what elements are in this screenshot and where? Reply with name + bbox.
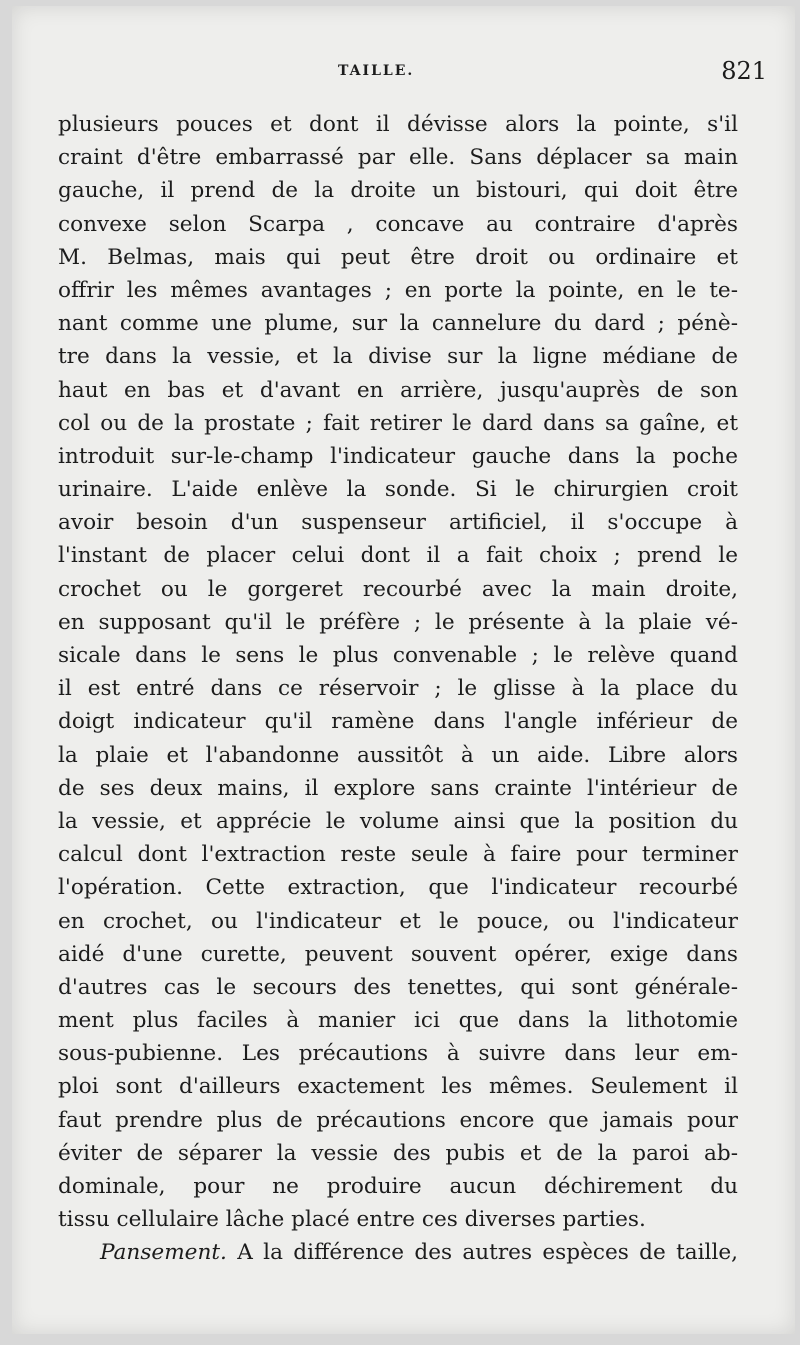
text-line: urinaire. L'aide enlève la sonde. Si le chirurgien croit bbox=[58, 477, 738, 503]
text-line: col ou de la prostate ; fait retirer le dard dans sa gaîne, et bbox=[58, 410, 738, 436]
text-line: éviter de séparer la vessie des pubis et de la paroi ab- bbox=[58, 1140, 738, 1166]
paragraph-start-line bbox=[58, 1236, 738, 1269]
text-line: plusieurs pouces et dont il dévisse alors la pointe, s'il bbox=[58, 112, 738, 137]
text-line: calcul dont l'extraction reste seule à faire pour terminer bbox=[58, 842, 738, 868]
text-line: sicale dans le sens le plus convenable ; le relève quand bbox=[58, 643, 738, 668]
text-line: l'instant de placer celui dont il a fait choix ; prend le bbox=[58, 543, 738, 569]
text-line: gauche, il prend de la droite un bistouri, qui doit être bbox=[58, 178, 738, 204]
running-title: TAILLE. bbox=[338, 63, 415, 79]
text-line: l'opération. Cette extraction, que l'indicateur recourbé bbox=[58, 875, 738, 901]
text-line: M. Belmas, mais qui peut être droit ou ordinaire et bbox=[58, 244, 738, 270]
text-line: ploi sont d'ailleurs exactement les mêmes. Seulement il bbox=[58, 1074, 738, 1100]
section-label: Pansement. bbox=[100, 1240, 227, 1266]
text-line: convexe selon Scarpa , concave au contraire d'après bbox=[58, 211, 738, 237]
page-number: 821 bbox=[721, 57, 767, 85]
text-line: dominale, pour ne produire aucun déchirement du bbox=[58, 1174, 738, 1199]
text-line: doigt indicateur qu'il ramène dans l'angle inférieur de bbox=[58, 709, 738, 735]
text-line: introduit sur-le-champ l'indicateur gauche dans la poche bbox=[58, 443, 738, 469]
text-line: ment plus faciles à manier ici que dans la lithotomie bbox=[58, 1008, 738, 1034]
body-text bbox=[58, 108, 738, 1270]
text-line: la plaie et l'abandonne aussitôt à un aide. Libre alors bbox=[58, 742, 738, 768]
text-line: haut en bas et d'avant en arrière, jusqu'auprès de son bbox=[58, 377, 738, 403]
text-line: tissu cellulaire lâche placé entre ces diverses parties. bbox=[58, 1207, 646, 1233]
text-line: de ses deux mains, il explore sans crainte l'intérieur de bbox=[58, 775, 738, 801]
text-line: faut prendre plus de précautions encore que jamais pour bbox=[58, 1107, 738, 1133]
text-line: la vessie, et apprécie le volume ainsi que la position du bbox=[58, 808, 738, 834]
text-line: nant comme une plume, sur la cannelure du dard ; pénè- bbox=[58, 311, 738, 337]
text-line: craint d'être embarrassé par elle. Sans déplacer sa main bbox=[58, 145, 738, 171]
book-page bbox=[12, 6, 795, 1334]
text-line: crochet ou le gorgeret recourbé avec la main droite, bbox=[58, 576, 738, 602]
text-line: sous-pubienne. Les précautions à suivre dans leur em- bbox=[58, 1041, 738, 1067]
text-line: aidé d'une curette, peuvent souvent opérer, exige dans bbox=[58, 941, 738, 967]
text-line: en supposant qu'il le préfère ; le présente à la plaie vé- bbox=[58, 609, 738, 635]
text-line: tre dans la vessie, et la divise sur la ligne médiane de bbox=[58, 344, 738, 370]
text-line: en crochet, ou l'indicateur et le pouce, ou l'indicateur bbox=[58, 908, 738, 934]
text-line: d'autres cas le secours des tenettes, qui sont générale- bbox=[58, 974, 738, 1000]
running-header bbox=[12, 57, 795, 93]
text-line: avoir besoin d'un suspenseur artificiel, il s'occupe à bbox=[58, 510, 738, 536]
paragraph-text: A la différence des autres espèces de taille, bbox=[226, 1240, 738, 1266]
text-line: offrir les mêmes avantages ; en porte la pointe, en le te- bbox=[58, 277, 738, 303]
text-line: il est entré dans ce réservoir ; le glisse à la place du bbox=[58, 676, 738, 702]
